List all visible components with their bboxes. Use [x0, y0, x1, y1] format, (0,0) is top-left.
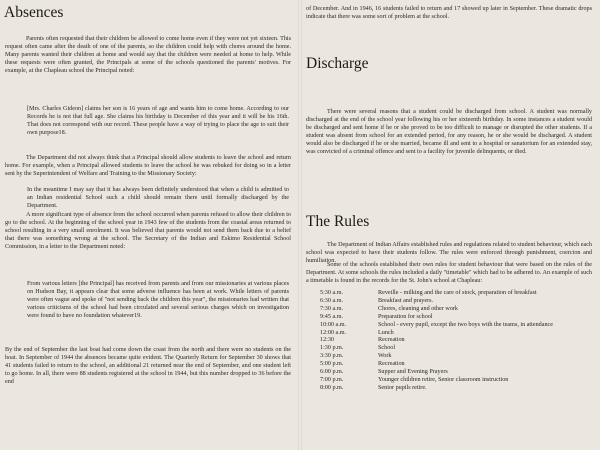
timetable-row [306, 369, 594, 377]
timetable-row [306, 385, 594, 393]
timetable-activity: Breakfast and prayers. [378, 297, 434, 304]
timetable-activity: Supper and Evening Prayers [378, 369, 448, 376]
timetable-time: 9:45 a.m. [320, 313, 344, 320]
timetable-activity: Lunch [378, 329, 394, 336]
timetable-activity: Reveille - milking and the care of stock, preparation of breakfast [378, 290, 537, 296]
timetable-row [306, 353, 594, 361]
timetable-activity: Work [378, 353, 392, 360]
absences-paragraph-3: A more significant type of absence from the school occurred when parents refused to allow their children to go to the school. At the beginning of the school year in 1943 few of the students from the coastal areas returned to school resulting in a very small enrolment. It was believed that parents would not send them back due to a belief that there was something wrong at the school. The Secretary of the Indian and Eskimo Residential School Commission, in a letter to the Department noted: [5, 212, 291, 250]
timetable-time: 12:00 a.m. [320, 329, 347, 336]
timetable [306, 290, 594, 393]
absences-quote-2: In the meantime I may say that it has always been definitely understood that when a child is admitted to an Indian residential School such a child should remain there until formally discharged by the Department. [27, 187, 289, 209]
absences-heading: Absences [4, 4, 64, 21]
timetable-row [306, 290, 594, 298]
discharge-paragraph: There were several reasons that a student could be discharged from school. A student was normally discharged at the end of the school year following his or her sixteenth birthday. In some instances a student would be discharged and sent home if he or she proved to be too difficult to manage or disrupted the other students. If a student was absent from school for an extended period, for any reason, he or she would be discharged. A student would also be discharged if he or she married, became ill and sent to a hospital or sanatorium for an extended stay, was convicted of a criminal offence and sent to a facility for juvenile delinquents, or died. [306, 109, 592, 155]
timetable-time: 8:00 p.m. [320, 384, 344, 391]
absences-quote-3: From various letters [the Principal] has received from parents and from our missionaries at various places on Hudson Bay, it appears clear that some adverse influence has been at work. While letters of parents were often vague and spoke of "not sending back the children this year", the missionaries had written that various criticisms of the school had been circulated and several serious charges which on investigation were found to have no foundation whatever19. [27, 281, 289, 319]
rules-paragraph-1: The Department of Indian Affairs established rules and regulations related to student behaviour, which each school was expected to have their students follow. The rules were enforced through punishment, coercion and humiliation. [306, 242, 592, 264]
timetable-time: 5:30 a.m. [320, 290, 344, 296]
timetable-activity: School - every pupil, except the two boys with the teams, in attendance [378, 321, 553, 328]
timetable-row [306, 345, 594, 353]
timetable-row [306, 337, 594, 345]
absences-paragraph-1: Parents often requested that their children be allowed to come home even if they were not yet sixteen. This request often came after the death of one of the parents, so the children could help with chores around the home. Many parents wanted their children at home and would say that the children were needed at home to help. While these requests were often granted, the Principals at some of the schools questioned the parents' motives. For example, at the Chapleau school the Principal noted: [5, 36, 291, 74]
absences-quote-1: [Mrs. Charles Gideon] claims her son is 16 years of age and wants him to come home. According to our Records he is not that full age. She claims his birthday is December of this year and it will be his 16th. That does not correspond with our record. These people have a way of trying to place the age to suit their own purpose18. [27, 106, 289, 136]
timetable-time: 12:30 [320, 337, 334, 344]
page-gutter [298, 0, 302, 450]
timetable-activity: School [378, 345, 396, 352]
timetable-row [306, 298, 594, 306]
rules-heading: The Rules [306, 213, 370, 230]
timetable-activity: Senior pupils retire. [378, 384, 427, 391]
timetable-activity: Chores, cleaning and other work [378, 305, 458, 312]
timetable-time: 5:00 p.m. [320, 361, 344, 368]
discharge-heading: Discharge [306, 55, 369, 72]
timetable-time: 3:30 p.m. [320, 353, 344, 360]
timetable-time: 6:00 p.m. [320, 369, 344, 376]
timetable-activity: Recreation [378, 337, 405, 344]
timetable-time: 1:30 p.m. [320, 345, 344, 352]
rules-paragraph-2: Some of the schools established their own rules for student behaviour that were based on the rules of the Department. At some schools the rules included a daily "timetable" which had to be adhered to. An example of such a timetable is found in the records for the St. John's school at Chapleau: [306, 262, 592, 284]
timetable-activity: Younger children retire, Senior classroom instruction [378, 376, 509, 383]
timetable-row [306, 322, 594, 330]
timetable-row [306, 306, 594, 314]
timetable-time: 10:00 a.m. [320, 321, 347, 328]
timetable-row [306, 377, 594, 385]
absences-paragraph-4: By the end of September the last boat had come down the coast from the north and there were no students on the boat. In September of 1944 the absences became quite evident. The Quarterly Return for September 30 shows that 41 students failed to return to the school, an additional 21 returned near the end of September, and one student left to go home. In all, there were 88 students registered at the school in 1944, but this number dropped to 36 before the end [5, 347, 291, 385]
timetable-activity: Preparation for school [378, 313, 433, 320]
timetable-row [306, 330, 594, 338]
timetable-row [306, 314, 594, 322]
timetable-activity: Recreation [378, 361, 405, 368]
timetable-time: 7:00 p.m. [320, 376, 344, 383]
absences-continuation: of December. And in 1946, 16 students failed to return and 17 showed up later in September. These dramatic drops indicate that there was some sort of problem at the school. [306, 6, 592, 20]
timetable-time: 6:30 a.m. [320, 297, 344, 304]
timetable-row [306, 361, 594, 369]
timetable-time: 7:30 a.m. [320, 305, 344, 312]
absences-paragraph-2: The Department did not always think that a Principal should allow students to leave the school and return home. For example, when a Principal allowed students to leave the school he was rebuked for doing so in a letter sent by the Superintendent of Welfare and Training to the Missionary Society: [5, 155, 291, 177]
